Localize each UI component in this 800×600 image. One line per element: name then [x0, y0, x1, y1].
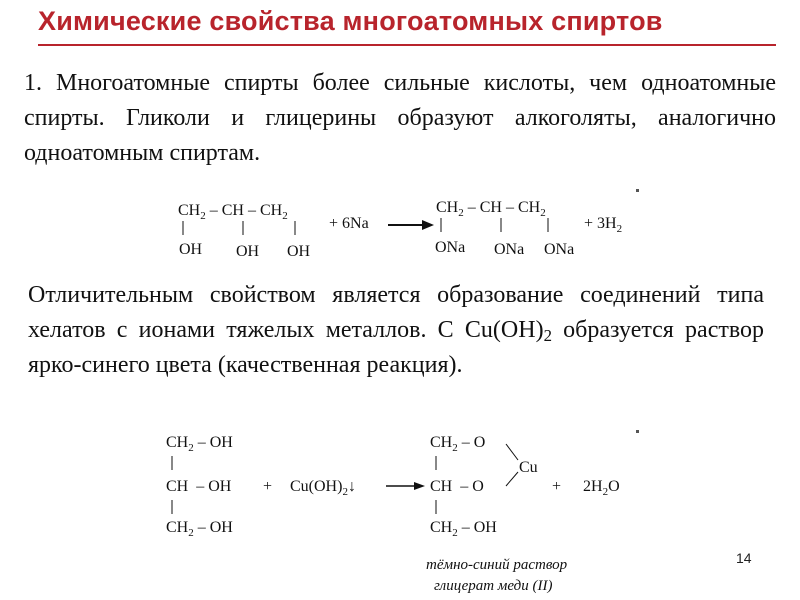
svg-text:+ 3H2: + $3H_2$	[584, 215, 623, 235]
r2-p-row2: CH – O	[430, 478, 484, 495]
artifact-dot	[636, 189, 639, 192]
r1-oh-2: OH	[236, 243, 260, 260]
paragraph-chelates: Отличительным свойством является образование соединений типа хелатов с ионами тяжелых металлов. С $Cu(OH)_2$ образуется раствор ярко-синего цвета (качественная реакция).	[28, 282, 764, 378]
caption-line-1: тёмно-синий раствор	[426, 557, 568, 573]
r2-p-row3: CH	[430, 519, 453, 536]
title-underline	[38, 44, 776, 46]
r1-p-ch2-b: CH	[517, 199, 541, 216]
r1-byproduct: + 3H	[584, 215, 617, 232]
r1-oh-3: OH	[287, 243, 311, 260]
r1-ch2-b: CH	[259, 202, 283, 219]
svg-text:CH2 – CH – CH2: $CH_2$ – CH – $CH_2$	[436, 199, 546, 219]
svg-text:Cu(OH)2↓: $Cu(OH)_2↓$	[290, 478, 356, 498]
r2-water: 2H	[583, 478, 603, 495]
svg-text:CH2 – OH: $CH_2$ – OH	[166, 519, 233, 539]
artifact-dot	[636, 430, 639, 433]
r2-row2: CH – OH	[166, 478, 232, 495]
r1-p-ch2-a: CH	[436, 199, 459, 216]
r1-ona-2: ONa	[494, 241, 525, 258]
r1-ona-1: ONa	[435, 239, 466, 256]
r2-cu: Cu	[519, 459, 538, 476]
r2-p-row1: CH	[430, 434, 453, 451]
svg-text:2H2O: $2H_2O$	[583, 478, 620, 498]
r2-reagent: Cu(OH)	[290, 478, 343, 495]
r1-ch2-a: CH	[178, 202, 201, 219]
r1-oh-1: OH	[179, 241, 203, 258]
r2-plus-2: +	[552, 478, 562, 495]
svg-text:CH2 – OH: $CH_2$ – OH	[430, 519, 497, 539]
caption-line-2: глицерат меди (II)	[434, 578, 553, 594]
page-number: 14	[736, 550, 752, 566]
paragraph-acidity: 1. Многоатомные спирты более сильные кислоты, чем одноатомные спирты. Гликоли и глицерины образуют алкоголяты, аналогично одноатомным спиртам.	[24, 70, 776, 166]
r1-p-ch: CH	[479, 199, 502, 216]
reaction2-equation	[160, 428, 640, 548]
r1-ch: CH	[221, 202, 244, 219]
svg-text:CH2 – OH: $CH_2$ – OH	[166, 434, 233, 454]
svg-text:CH2 – O: $CH_2$ – O	[430, 434, 486, 454]
r2-plus-1: +	[263, 478, 273, 495]
r1-ona-3: ONa	[544, 241, 575, 258]
reaction1-equation	[170, 188, 650, 268]
r2-row3: CH	[166, 519, 189, 536]
slide-title: Химические свойства многоатомных спиртов	[38, 6, 663, 36]
svg-text:CH2 – CH – CH2: $CH_2$ – CH – $CH_2$	[178, 202, 288, 222]
r1-reagent: + 6Na	[329, 215, 369, 232]
r2-row1: CH	[166, 434, 189, 451]
